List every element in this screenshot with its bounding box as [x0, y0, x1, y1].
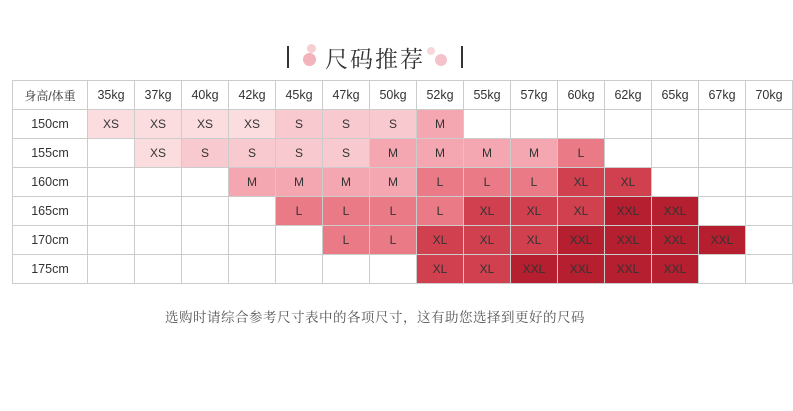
size-cell	[88, 226, 135, 255]
weight-header: 50kg	[370, 81, 417, 110]
size-cell: XXL	[699, 226, 746, 255]
size-cell	[88, 197, 135, 226]
weight-header: 65kg	[652, 81, 699, 110]
weight-header: 40kg	[182, 81, 229, 110]
title-left-bar	[287, 46, 289, 68]
size-cell	[699, 168, 746, 197]
weight-header: 70kg	[746, 81, 793, 110]
size-cell: L	[370, 226, 417, 255]
size-cell: M	[511, 139, 558, 168]
size-cell: L	[370, 197, 417, 226]
size-cell: L	[417, 168, 464, 197]
title-right-bar	[461, 46, 463, 68]
size-cell	[699, 110, 746, 139]
size-cell	[511, 110, 558, 139]
height-header: 175cm	[13, 255, 88, 284]
size-cell	[88, 168, 135, 197]
size-cell: L	[417, 197, 464, 226]
weight-header: 62kg	[605, 81, 652, 110]
weight-header: 45kg	[276, 81, 323, 110]
size-cell: M	[229, 168, 276, 197]
size-cell: S	[276, 139, 323, 168]
decorative-dots-right-icon	[425, 43, 451, 71]
weight-header: 35kg	[88, 81, 135, 110]
size-cell: L	[558, 139, 605, 168]
size-cell: L	[323, 226, 370, 255]
size-cell: XXL	[558, 226, 605, 255]
size-cell: S	[370, 110, 417, 139]
size-cell: S	[182, 139, 229, 168]
size-cell	[135, 197, 182, 226]
table-row	[13, 255, 793, 284]
size-cell	[182, 168, 229, 197]
size-cell: S	[323, 139, 370, 168]
size-cell: XL	[417, 226, 464, 255]
size-cell: S	[323, 110, 370, 139]
size-cell: XL	[464, 226, 511, 255]
size-cell	[746, 139, 793, 168]
size-cell	[605, 139, 652, 168]
size-cell: XS	[135, 139, 182, 168]
size-cell	[699, 197, 746, 226]
size-cell	[182, 197, 229, 226]
size-cell: M	[276, 168, 323, 197]
size-cell	[276, 226, 323, 255]
size-cell	[652, 168, 699, 197]
size-cell	[323, 255, 370, 284]
size-cell	[229, 255, 276, 284]
weight-header: 67kg	[699, 81, 746, 110]
size-cell: XL	[417, 255, 464, 284]
size-cell	[605, 110, 652, 139]
size-cell: XS	[135, 110, 182, 139]
size-cell: XL	[511, 226, 558, 255]
size-cell: XXL	[605, 226, 652, 255]
size-cell: S	[229, 139, 276, 168]
size-cell: XXL	[605, 197, 652, 226]
size-cell: XL	[511, 197, 558, 226]
size-table-head	[13, 81, 793, 110]
size-table-body	[13, 110, 793, 284]
size-cell: L	[511, 168, 558, 197]
decorative-dots-left-icon	[299, 43, 325, 71]
size-cell: XS	[182, 110, 229, 139]
weight-header: 47kg	[323, 81, 370, 110]
size-cell: M	[464, 139, 511, 168]
size-cell	[88, 139, 135, 168]
size-chart-table	[12, 80, 793, 284]
size-cell: XL	[464, 197, 511, 226]
height-header: 155cm	[13, 139, 88, 168]
weight-header: 42kg	[229, 81, 276, 110]
size-cell	[135, 226, 182, 255]
header-row	[13, 81, 793, 110]
size-cell: XL	[464, 255, 511, 284]
size-cell: L	[276, 197, 323, 226]
size-cell: M	[370, 168, 417, 197]
size-cell: M	[323, 168, 370, 197]
size-cell	[699, 255, 746, 284]
weight-header: 60kg	[558, 81, 605, 110]
size-cell: M	[370, 139, 417, 168]
size-cell: XXL	[652, 197, 699, 226]
size-cell	[746, 197, 793, 226]
size-cell	[746, 226, 793, 255]
table-row	[13, 197, 793, 226]
footer-note: 选购时请综合参考尺寸表中的各项尺寸，这有助您选择到更好的尺码	[165, 310, 585, 325]
size-cell: M	[417, 139, 464, 168]
size-cell: XL	[605, 168, 652, 197]
table-row	[13, 168, 793, 197]
size-cell: XXL	[652, 226, 699, 255]
size-cell	[746, 110, 793, 139]
size-table-container	[0, 80, 783, 284]
size-cell	[370, 255, 417, 284]
height-header: 150cm	[13, 110, 88, 139]
height-header: 165cm	[13, 197, 88, 226]
size-cell: XS	[88, 110, 135, 139]
weight-header: 37kg	[135, 81, 182, 110]
page-title-row	[0, 0, 750, 80]
size-cell	[182, 255, 229, 284]
weight-header: 52kg	[417, 81, 464, 110]
size-cell	[746, 168, 793, 197]
size-cell: L	[323, 197, 370, 226]
weight-header: 55kg	[464, 81, 511, 110]
height-header: 160cm	[13, 168, 88, 197]
size-cell	[746, 255, 793, 284]
size-cell: XXL	[652, 255, 699, 284]
size-cell: L	[464, 168, 511, 197]
page-title: 尺码推荐	[325, 45, 425, 72]
size-cell	[276, 255, 323, 284]
size-cell	[229, 197, 276, 226]
table-row	[13, 226, 793, 255]
size-cell: XXL	[558, 255, 605, 284]
size-cell: S	[276, 110, 323, 139]
size-cell: M	[417, 110, 464, 139]
size-cell: XXL	[511, 255, 558, 284]
size-cell: XXL	[605, 255, 652, 284]
size-cell	[699, 139, 746, 168]
size-cell	[652, 110, 699, 139]
size-cell	[135, 255, 182, 284]
size-cell	[135, 168, 182, 197]
size-cell: XL	[558, 168, 605, 197]
size-cell	[182, 226, 229, 255]
size-cell	[464, 110, 511, 139]
weight-header: 57kg	[511, 81, 558, 110]
table-row	[13, 139, 793, 168]
table-row	[13, 110, 793, 139]
height-header: 170cm	[13, 226, 88, 255]
size-cell: XL	[558, 197, 605, 226]
size-cell	[558, 110, 605, 139]
corner-header: 身高/体重	[13, 81, 88, 110]
size-cell	[88, 255, 135, 284]
size-cell	[652, 139, 699, 168]
size-cell	[229, 226, 276, 255]
size-cell: XS	[229, 110, 276, 139]
